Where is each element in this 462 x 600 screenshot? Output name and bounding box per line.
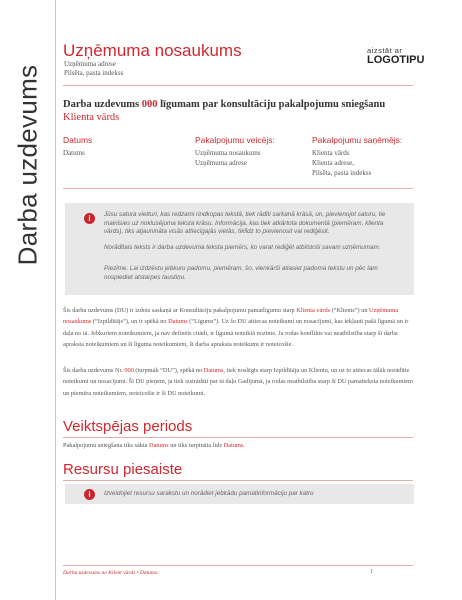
document-title: Darba uzdevums 000 līgumam par konsultāciju pakalpojumu sniegšanu	[63, 99, 386, 110]
provider-company[interactable]: Uzņēmuma nosaukums	[195, 149, 261, 157]
date-heading: Datums	[63, 135, 93, 145]
recipient-name[interactable]: Klienta vārds	[312, 149, 350, 157]
side-title: Darba uzdevums	[12, 64, 43, 266]
resources-heading: Resursu piesaiste	[63, 461, 183, 478]
section-divider-1	[63, 437, 413, 438]
logo-placeholder[interactable]: LOGOTIPU	[367, 54, 425, 66]
company-city[interactable]: Pilsēta, pasta indekss	[64, 69, 124, 77]
logo-placeholder-caption: aizstāt ar	[367, 46, 403, 55]
vertical-rule	[55, 0, 56, 600]
scope-paragraph[interactable]: Šis darba uzdevums Nr. 000 (turpmāk “DU”), spēkā no Datums, tiek noslēgts starp Izpildītāju un Klientu, un uz to attiecas tālāk norādītie noteikumi un nosacījumi. Šī DU pieņem, ja tiek izstrādāti par tā daļu Gadījumā, ja rodas neatbilstība starp šī DU pamatteksta noteikumiem un piemēra noteikumiem, noteicošie ir šī DU noteikumi.	[63, 367, 413, 397]
company-name[interactable]: Uzņēmuma nosaukums	[63, 41, 242, 60]
intro-paragraph[interactable]: Šis darba uzdevums (DU) ir izdots saskaņā ar Konsultāciju pakalpojumu pamatlīgumu starp Klienta vārds (“Klients”) un Uzņēmuma nosaukums (“Izpildītājs”), un ir spēkā no Datums (“Līgums”). Uz šo DU attiecas noteikumi un nosacījumi, kas iekļauti pašā līgumā un ir daļa no tā. Jebkuriem noteikumiem, ja nav definēts citādi, ir līgumā noteiktā nozīme. Ja rodas konflikts vai neatbilstība starp šī darba apraksta noteikumiem un šī līguma noteikumiem, šī darba apraksta noteikumi ir noteicošie.	[63, 307, 409, 349]
company-address[interactable]: Uzņēmuma adrese	[64, 60, 116, 68]
work-order-number[interactable]: 000	[141, 99, 158, 110]
footer-text: Darba uzdevums no Klient vārds • Datums:	[63, 570, 159, 576]
recipient-city[interactable]: Pilsēta, pasta indekss	[312, 169, 372, 177]
tip-paragraph-2[interactable]: Norādītais teksts ir darba uzdevuma teksta piemērs, ko varat rediģēt atbilstoši savam uzņēmumam.	[104, 244, 381, 251]
client-name[interactable]: Klienta vārds	[63, 112, 120, 123]
info-icon: i	[84, 213, 95, 224]
info-icon: i	[84, 489, 95, 500]
footer-divider	[63, 565, 413, 566]
provider-heading: Pakalpojumu veicējs:	[195, 135, 275, 145]
performance-period-text[interactable]: Pakalpojumu sniegšana tiks sākta Datums un tiks turpināta līdz Datums.	[63, 442, 245, 449]
recipient-heading: Pakalpojumu saņēmējs:	[312, 135, 403, 145]
page-number: 1	[370, 569, 373, 575]
recipient-address[interactable]: Klienta adrese,	[312, 159, 354, 167]
resources-tip-text[interactable]: Izveidojiet resursu sarakstu un norādiet jebkādu pamatinformāciju par katru	[104, 490, 314, 497]
tip-paragraph-3[interactable]: Piezīme. Lai izdzēstu jebkuru padomu, piemēram, šo, vienkārši atlasiet padoma tekstu un pēc tam nospiediet atstarpes taustiņu.	[104, 265, 378, 281]
provider-address[interactable]: Uzņēmuma adrese	[195, 159, 247, 167]
section-divider-2	[63, 480, 413, 481]
performance-period-heading: Veiktspējas periods	[63, 418, 193, 435]
details-divider	[63, 188, 413, 189]
header-divider	[63, 85, 413, 86]
date-value[interactable]: Datums	[63, 149, 85, 157]
tip-paragraph-1[interactable]: Jūsu satura vietturi, kas redzami rindkopas tekstā, tiek rādīti sarkanā krāsā, un, pievienojot saturu, tie mainīsies uz noklusējuma teksta krāsu. Informācija, kas tiek atkārtota dokumentā (piemēram, klienta vārds), tiks atjaunināta visās attiecīgajās vietās, tiklīdz to pievienosit vai rediģēsit.	[104, 211, 386, 236]
